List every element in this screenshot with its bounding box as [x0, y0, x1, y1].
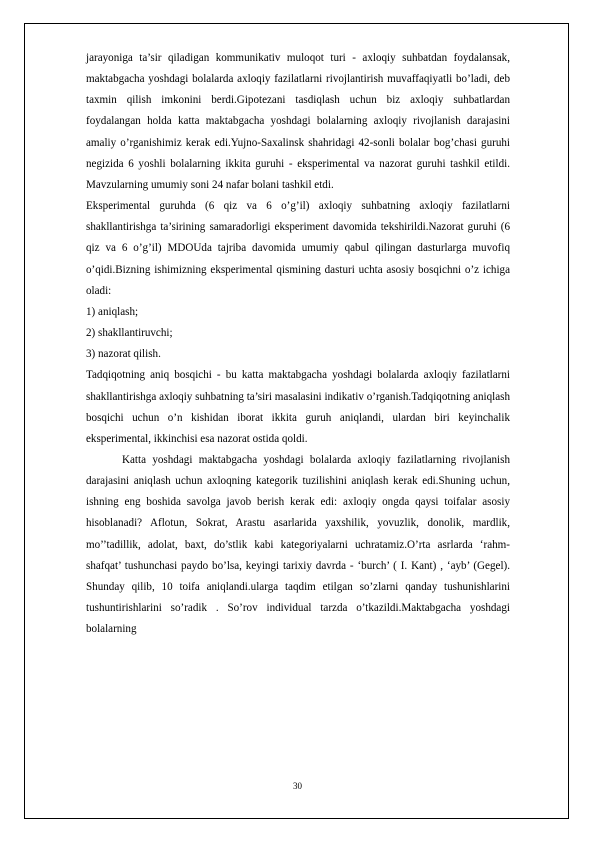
list-item-stage-1: 1) aniqlash;	[86, 305, 139, 318]
list-item-stage-3: 3) nazorat qilish.	[86, 348, 161, 361]
paragraph-moral-categories: Katta yoshdagi maktabgacha yoshdagi bolalarda axloqiy fazilatlarning rivojlanish darajasini aniqlash uchun axloqning kategorik tuzilishini aniqlash kerak edi.Shuning uchun, ishning eng boshida savolga javob berish kerak edi: axloqiy ongda qaysi toifalar asosiy hisoblanadi? Aflotun, Sokrat, Arastu asarlarida yaxshilik, yovuzlik, donolik, mardlik, mo’’tadillik, adolat, baxt, do’stlik kabi kategoriyalarni uchratamiz.O’rta asrlarda ‘rahm-shafqat’ tushunchasi paydo bo’lsa, keyingi tarixiy davrda - ‘burch’ ( I. Kant) , ‘ayb’ (Gegel). Shunday qilib, 10 toifa aniqlandi.ularga taqdim etilgan so’zlarni qanday tushunishlarini tushuntirishlarini so’radik . So’rov individual tarzda o’tkazildi.Maktabgacha yoshdagi bolalarning	[86, 453, 510, 636]
page-number: 30	[293, 781, 302, 791]
paragraph-research-stage: Tadqiqotning aniq bosqichi - bu katta maktabgacha yoshdagi bolalarda axloqiy fazilatlarni shakllantirishga axloqiy suhbatning ta’siri masalasini indikativ o’rganish.Tadqiqotning aniqlash bosqichi uchun o’n kishidan iborat ikkita guruh aniqlandi, ulardan biri keyinchalik eksperimental, ikkinchisi esa nazorat ostida qoldi.	[86, 369, 510, 445]
list-item-stage-2: 2) shakllantiruvchi;	[86, 327, 173, 340]
paragraph-hypothesis: jarayoniga ta’sir qiladigan kommunikativ muloqot turi - axloqiy suhbatdan foydalansak, maktabgacha yoshdagi bolalarda axloqiy fazilatlarni rivojlantirish muvaffaqiyatli bo’ladi, deb taxmin qilish imkonini berdi.Gipotezani tasdiqlash uchun biz axloqiy suhbatlardan foydalangan holda katta maktabgacha yoshdagi bolalarning axloqiy rivojlanish darajasini amaliy o’rganishimiz kerak edi.Yujno-Saxalinsk shahridagi 42-sonli bolalar bog’chasi guruhi negizida 6 yoshli bolalarning ikkita guruhi - eksperimental va nazorat guruhi tashkil etildi. Mavzularning umumiy soni 24 nafar bolani tashkil etdi.	[86, 52, 510, 191]
paragraph-experimental-group: Eksperimental guruhda (6 qiz va 6 o’g’il) axloqiy suhbatning axloqiy fazilatlarni shakllantirishga ta’sirining samaradorligi eksperiment davomida tekshirildi.Nazorat guruhi (6 qiz va 6 o’g’il) MDOUda tajriba davomida umumiy qabul qilingan dasturlarga muvofiq o’qidi.Bizning ishimizning eksperimental qismining dasturi uchta asosiy bosqichni o’z ichiga oladi:	[86, 200, 510, 297]
document-body	[86, 48, 510, 640]
